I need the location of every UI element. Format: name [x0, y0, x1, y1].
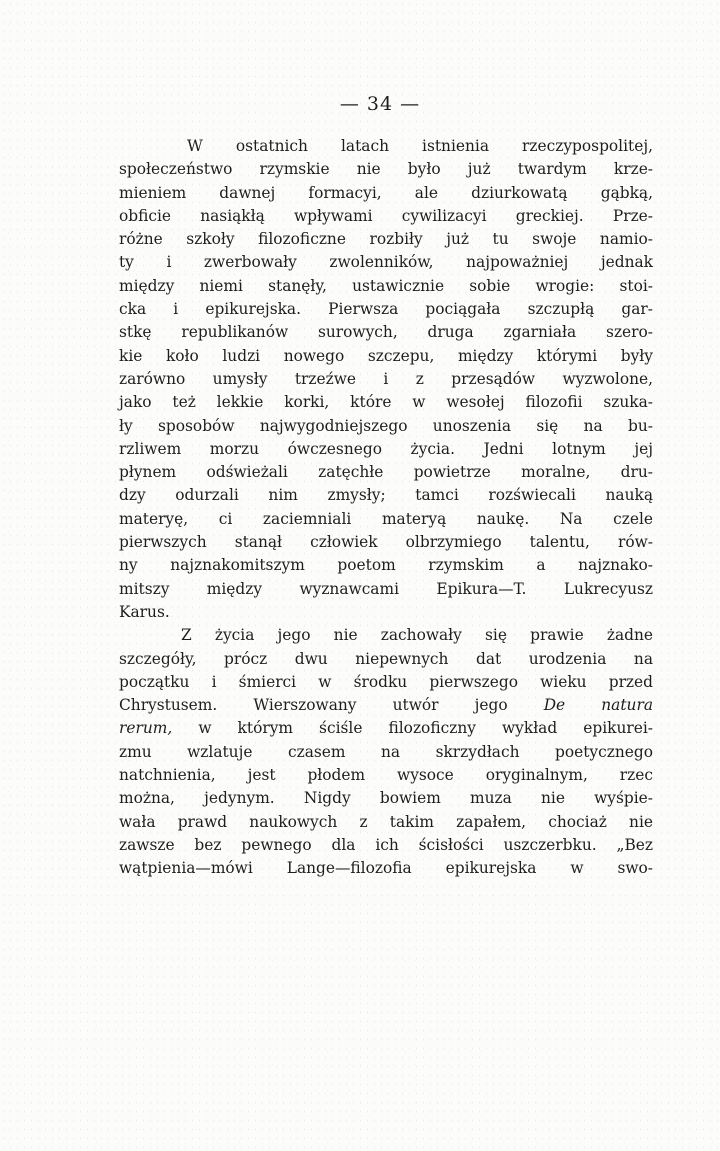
- text-line: płynem odświeżali zatęchłe powietrze moralne, dru-: [119, 463, 653, 482]
- text-line: kie koło ludzi nowego szczepu, między którymi były: [119, 346, 653, 365]
- text-line-with-title: [119, 694, 653, 717]
- text-line: początku i śmierci w środku pierwszego wieku przed: [119, 672, 653, 691]
- page-number: — 34 —: [339, 93, 421, 115]
- italic-title-continuation: rerum,: [119, 719, 173, 738]
- text-line: natchnienia, jest płodem wysoce oryginalnym, rzec: [119, 766, 653, 785]
- text-line-with-title: [119, 717, 653, 740]
- text-line: mitszy między wyznawcami Epikura—T. Lukrecyusz: [119, 579, 653, 598]
- text-line: obficie nasiąkłą wpływami cywilizacyi greckiej. Prze-: [119, 206, 653, 225]
- text-line: ty i zwerbowały zwolenników, najpoważniej jednak: [119, 253, 653, 272]
- text-line: stkę republikanów surowych, druga zgarniała szero-: [119, 323, 653, 342]
- text-line: materyę, ci zaciemniali materyą naukę. Na czele: [119, 509, 653, 528]
- text-line: rzliwem morzu ówczesnego życia. Jedni lotnym jej: [119, 439, 653, 458]
- italic-title: De natura: [543, 696, 653, 715]
- text-line: wątpienia—mówi Lange—filozofia epikurejska w swo-: [119, 859, 653, 878]
- text-line: zawsze bez pewnego dla ich ścisłości uszczerbku. „Bez: [119, 835, 653, 854]
- text-line: między niemi stanęły, ustawicznie sobie wrogie: stoi-: [119, 276, 653, 295]
- text-line: zarówno umysły trzeźwe i z przesądów wyzwolone,: [119, 369, 653, 388]
- text-line: zmu wzlatuje czasem na skrzydłach poetycznego: [119, 742, 653, 761]
- text-line: wała prawd naukowych z takim zapałem, chociaż nie: [119, 812, 653, 831]
- body-text: [119, 135, 653, 881]
- text-line: można, jedynym. Nigdy bowiem muza nie wyśpie-: [119, 789, 653, 808]
- text-line: W ostatnich latach istnienia rzeczypospolitej,: [187, 137, 653, 155]
- text-fragment: w którym ściśle filozoficzny wykład epikurei-: [198, 719, 653, 738]
- text-line: jako też lekkie korki, które w wesołej filozofii szuka-: [119, 393, 653, 412]
- text-line: Z życia jego nie zachowały się prawie żadne: [181, 626, 653, 645]
- text-line: różne szkoły filozoficzne rozbiły już tu swoje namio-: [119, 230, 653, 249]
- text-line: społeczeństwo rzymskie nie było już twardym krze-: [119, 160, 653, 179]
- text-line: ny najznakomitszym poetom rzymskim a najznako-: [119, 556, 653, 575]
- text-fragment: Chrystusem. Wierszowany utwór jego: [119, 696, 508, 715]
- text-line: dzy odurzali nim zmysły; tamci rozświecali nauką: [119, 486, 653, 505]
- text-line: szczegóły, prócz dwu niepewnych dat urodzenia na: [119, 649, 653, 668]
- text-line: pierwszych stanął człowiek olbrzymiego talentu, rów-: [119, 533, 653, 552]
- text-line: mieniem dawnej formacyi, ale dziurkowatą gąbką,: [119, 183, 653, 202]
- text-line: cka i epikurejska. Pierwsza pociągała szczupłą gar-: [119, 300, 653, 319]
- text-line: ły sposobów najwygodniejszego unoszenia się na bu-: [119, 416, 653, 435]
- text-line: Karus.: [119, 602, 170, 621]
